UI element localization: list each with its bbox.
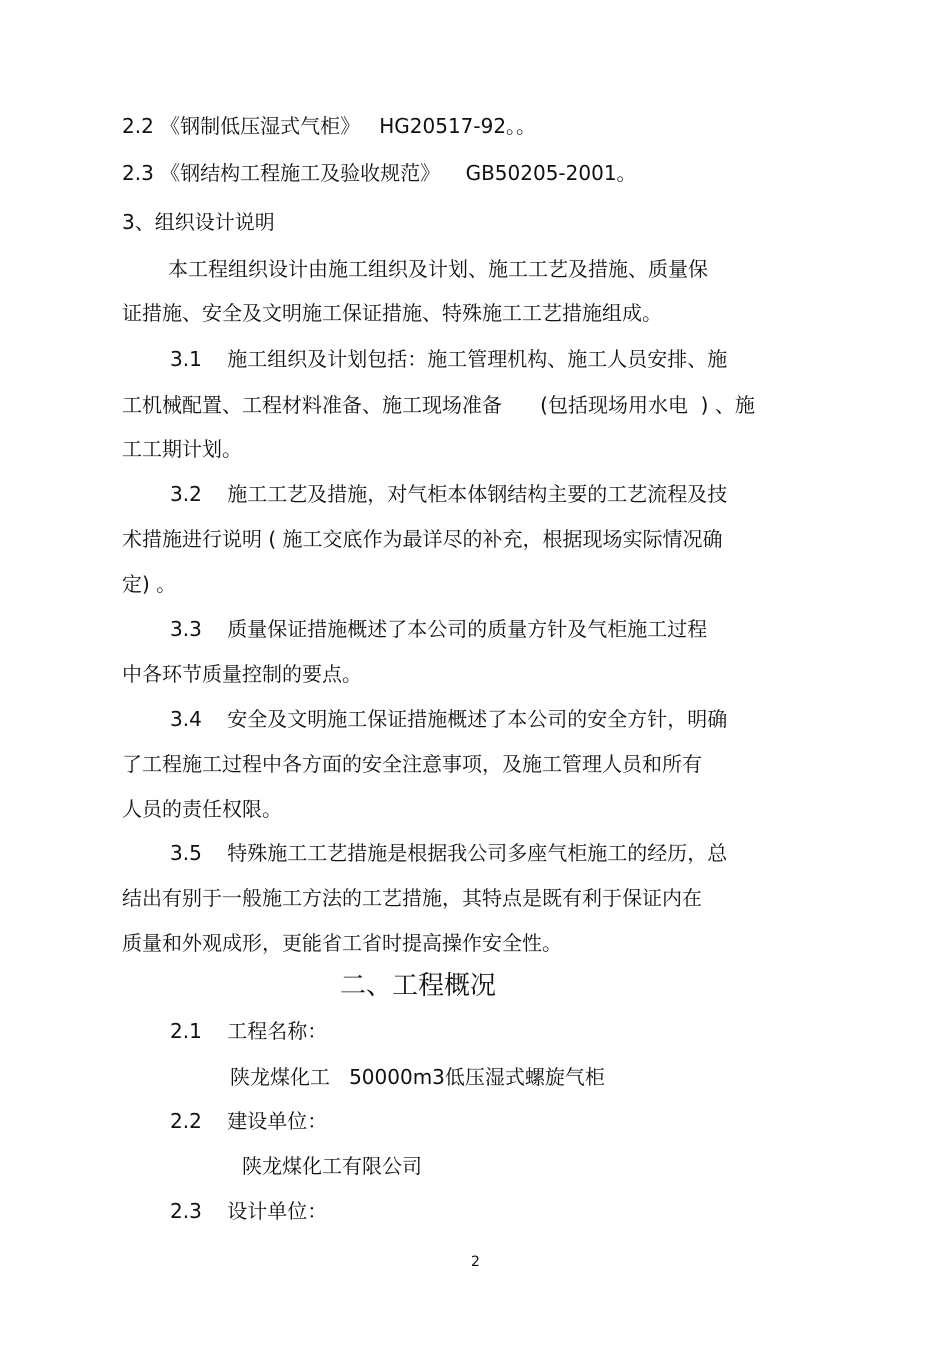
paragraph-line: 定) 。 (122, 572, 177, 596)
overview-value: 陕龙煤化工 50000m3低压湿式螺旋气柜 (230, 1065, 605, 1089)
overview-item: 2.1 工程名称： (170, 1019, 328, 1043)
paragraph-line: 本工程组织设计由施工组织及计划、施工工艺及措施、质量保 (168, 257, 708, 281)
chapter-title: 二、工程概况 (340, 971, 497, 1001)
paragraph-line: 3.3 质量保证措施概述了本公司的质量方针及气柜施工过程 (170, 617, 708, 641)
overview-item: 2.3 设计单位： (170, 1199, 328, 1223)
paragraph-line: 人员的责任权限。 (122, 797, 282, 821)
paragraph-line: 了工程施工过程中各方面的安全注意事项，及施工管理人员和所有 (122, 752, 702, 776)
paragraph-line: 工工期计划。 (122, 437, 242, 461)
overview-value: 陕龙煤化工有限公司 (242, 1154, 422, 1178)
paragraph-line: 中各环节质量控制的要点。 (122, 662, 362, 686)
paragraph-line: 证措施、安全及文明施工保证措施、特殊施工工艺措施组成。 (122, 301, 662, 325)
reference-line: 2.2 《钢制低压湿式气柜》 HG20517-92。。 (122, 114, 537, 138)
paragraph-line: 工机械配置、工程材料准备、施工现场准备 (包括现场用水电 ) 、施 (122, 393, 755, 417)
paragraph-line: 3.2 施工工艺及措施，对气柜本体钢结构主要的工艺流程及技 (170, 482, 728, 506)
paragraph-line: 结出有别于一般施工方法的工艺措施，其特点是既有利于保证内在 (122, 886, 702, 910)
section-heading: 3、组织设计说明 (122, 210, 275, 234)
overview-item: 2.2 建设单位： (170, 1109, 328, 1133)
page-number: 2 (471, 1254, 480, 1270)
paragraph-line: 3.5 特殊施工工艺措施是根据我公司多座气柜施工的经历，总 (170, 841, 728, 865)
paragraph-line: 质量和外观成形，更能省工省时提高操作安全性。 (122, 931, 562, 955)
paragraph-line: 3.4 安全及文明施工保证措施概述了本公司的安全方针，明确 (170, 707, 728, 731)
paragraph-line: 术措施进行说明 ( 施工交底作为最详尽的补充，根据现场实际情况确 (122, 527, 723, 551)
paragraph-line: 3.1 施工组织及计划包括：施工管理机构、施工人员安排、施 (170, 347, 728, 371)
reference-line: 2.3 《钢结构工程施工及验收规范》 GB50205-2001。 (122, 161, 637, 185)
